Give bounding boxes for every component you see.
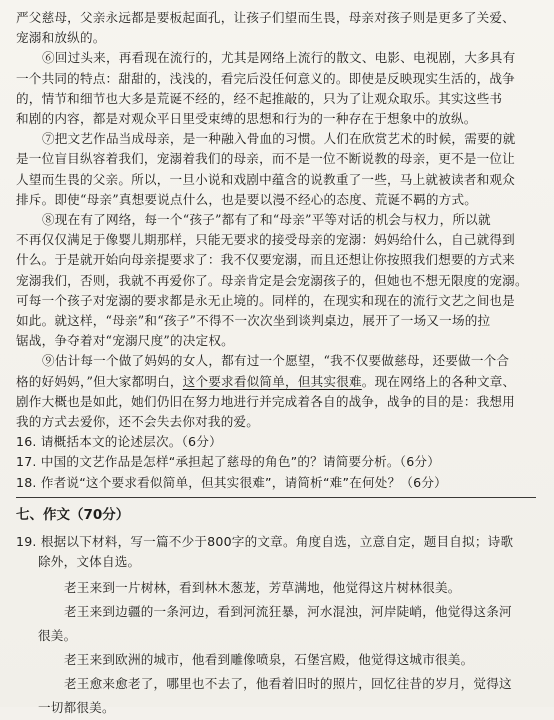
text-line: ⑧现在有了网络，每一个“孩子”都有了和“母亲”平等对话的机会与权力，所以就 — [42, 212, 491, 228]
material-line: 一切都很美。 — [38, 699, 115, 715]
text-line: 锯战，争夺着对“宠溺尺度”的决定权。 — [16, 333, 234, 349]
material-line: 老王愈来愈老了，哪里也不去了，他看着旧时的照片，回忆往昔的岁月，觉得这 — [64, 675, 512, 691]
text-line: 的，情节和细节也大多是荒诞不经的，经不起推敲的，只为了让观众取乐。其实这些书 — [16, 90, 503, 106]
material-line: 很美。 — [38, 627, 77, 643]
essay-prompt — [16, 532, 536, 572]
paragraph-6 — [16, 48, 536, 129]
text-line: 人望而生畏的父亲。所以，一旦小说和戏剧中蕴含的说教重了一些，马上就被读者和观众 — [16, 171, 515, 187]
questions — [16, 432, 536, 493]
section-title: 七、作文（70分） — [16, 506, 130, 523]
text-line: ⑨估计每一个做了妈妈的女人，都有过一个愿望，“我不仅要做慈母，还要做一个合 — [42, 353, 510, 369]
text-line: 不再仅仅满足于像婴儿期那样，只能无要求的接受母亲的宠溺：妈妈给什么，自己就得到 — [16, 232, 515, 248]
material-line: 老王来到边疆的一条河边，看到河流狂暴，河水混浊，河岸陡峭，他觉得这条河 — [64, 603, 512, 619]
paragraph-7 — [16, 129, 536, 210]
question-18: 18. 作者说“这个要求看似简单，但其实很难”，请简析“难”在何处？（6分） — [16, 474, 447, 490]
material-line: 老王来到欧洲的城市，他看到雕像喷泉，石堡宫殿，他觉得这城市很美。 — [64, 651, 474, 667]
underlined-quote: 这个要求看似简单，但其实很难 — [182, 373, 362, 389]
text-line: 宠溺和放纵的。 — [16, 30, 106, 46]
paragraph-9 — [16, 351, 536, 432]
text-line: 和剧的内容，都是对观众平日里受束缚的思想和行为的一种存在于想象中的放纵。 — [16, 111, 477, 127]
text-line: 严父慈母，父亲永远都是要板起面孔，让孩子们望而生畏，母亲对孩子则是更多了关爱、 — [16, 10, 515, 25]
text-line: 如此。就这样，“母亲”和“孩子”不得不一次次坐到谈判桌边，展开了一场又一场的拉 — [16, 313, 491, 329]
text-line: 宠溺我们，否则，我就不再爱你了。母亲肯定是会宠溺孩子的，但她也不想无限度的宠溺。 — [16, 272, 528, 288]
text-line — [16, 372, 536, 392]
prompt-line: 19. 根据以下材料，写一篇不少于800字的文章。角度自选，立意自定，题目自拟；诗歌 — [16, 533, 514, 549]
question-16: 16. 请概括本文的论述层次。（6分） — [16, 434, 222, 450]
text-line: 一个共同的特点：甜甜的，浅浅的，看完后没任何意义的。即使是反映现实生活的，战争 — [16, 70, 515, 86]
essay-materials — [16, 576, 536, 720]
text-line: 剧作大概也是如此，她们仍旧在努力地进行并完成着各自的战争，战争的目的是：我想用 — [16, 393, 515, 409]
text-line: 我的方式去爱你，还不会失去你对我的爱。 — [16, 414, 260, 430]
paragraph-intro — [16, 8, 536, 48]
text-line: 可每一个孩子对宠溺的要求都是永无止境的。同样的，在现实和现在的流行文艺之间也是 — [16, 292, 515, 308]
prompt-line: 除外，文体自选。 — [38, 553, 141, 569]
material-line: 老王来到一片树林，看到林木葱茏，芳草满地，他觉得这片树林很美。 — [64, 579, 461, 595]
text-line: 是一位盲目纵容着我们，宠溺着我们的母亲，而不是一位不断说教的母亲，更不是一位让 — [16, 151, 515, 167]
passage — [16, 8, 536, 432]
paragraph-8 — [16, 210, 536, 351]
text-line: ⑥回过头来，再看现在流行的，尤其是网络上流行的散文、电影、电视剧，大多具有 — [42, 50, 516, 66]
text-line: ⑦把文艺作品当成母亲，是一种融入骨血的习惯。人们在欣赏艺术的时候，需要的就 — [42, 131, 516, 147]
text-line: 排斥。即使“母亲”真想要说点什么，也是要以漫不经心的态度、荒诞不羁的方式。 — [16, 191, 478, 207]
text-segment: 格的好妈妈，”但大家都明白， — [16, 373, 183, 389]
text-line: 什么。于是就开始向母亲提要求了：我不仅要宠溺，而且还想让你按照我们想要的方式来 — [16, 252, 515, 268]
text-segment: 。现在网络上的各种文章、 — [361, 373, 516, 389]
question-17: 17. 中国的文艺作品是怎样“承担起了慈母的角色”的？请简要分析。（6分） — [16, 454, 441, 470]
section-divider — [16, 497, 536, 498]
